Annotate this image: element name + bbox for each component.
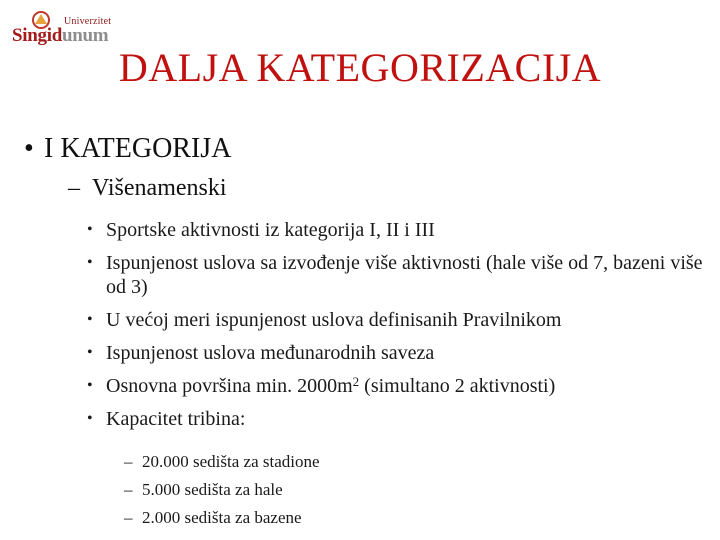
dash-bullet: – [124, 452, 133, 471]
logo-name-prefix: Singid [12, 25, 62, 46]
sub-list-item-text: 20.000 sedišta za stadione [142, 452, 320, 471]
slide-title: DALJA KATEGORIZACIJA [118, 45, 602, 90]
list-item [87, 218, 706, 242]
list-item-text: U većoj meri ispunjenost uslova definisanih Pravilnikom [106, 309, 562, 331]
level1-item [24, 133, 231, 165]
sub-list-item-text: 5.000 sedišta za hale [142, 480, 283, 499]
list-item-area [87, 374, 706, 398]
list-item [87, 308, 706, 332]
sub-list-item-text: 2.000 sedišta za bazene [142, 508, 302, 527]
sub-list-item [124, 452, 320, 472]
level1-text: I KATEGORIJA [44, 133, 232, 164]
bullet: • [87, 377, 93, 394]
bullet: • [87, 254, 93, 271]
level1-bullet: • [24, 133, 34, 164]
sub-list-item [124, 480, 320, 500]
list-item [87, 251, 706, 299]
logo-top-text: Univerzitet [64, 16, 112, 27]
bullet: • [87, 344, 93, 361]
level3-list [87, 218, 706, 440]
area-superscript: 2 [352, 374, 360, 389]
level4-list [124, 452, 320, 536]
university-logo [10, 8, 110, 48]
level2-item [68, 175, 227, 202]
bullet: • [87, 221, 93, 238]
list-item-text: Kapacitet tribina: [106, 408, 246, 430]
list-item-text: Sportske aktivnosti iz kategorija I, II i III [106, 219, 435, 241]
bullet: • [87, 311, 93, 328]
dash-bullet: – [124, 508, 133, 527]
logo-name-highlight: unum [61, 25, 109, 46]
area-prefix: Osnovna površina min. 2000m [106, 375, 353, 397]
list-item-capacity [87, 407, 706, 431]
level2-text: Višenamenski [92, 175, 227, 201]
bullet: • [87, 410, 93, 427]
list-item-text [106, 374, 706, 398]
list-item-text: Ispunjenost uslova sa izvođenje više aktivnosti (hale više od 7, bazeni više od 3) [106, 252, 703, 298]
level2-bullet: – [68, 175, 80, 201]
list-item-text: Ispunjenost uslova međunarodnih saveza [106, 342, 435, 364]
list-item [87, 341, 706, 365]
area-suffix: (simultano 2 aktivnosti) [359, 375, 556, 397]
dash-bullet: – [124, 480, 133, 499]
sub-list-item [124, 508, 320, 528]
